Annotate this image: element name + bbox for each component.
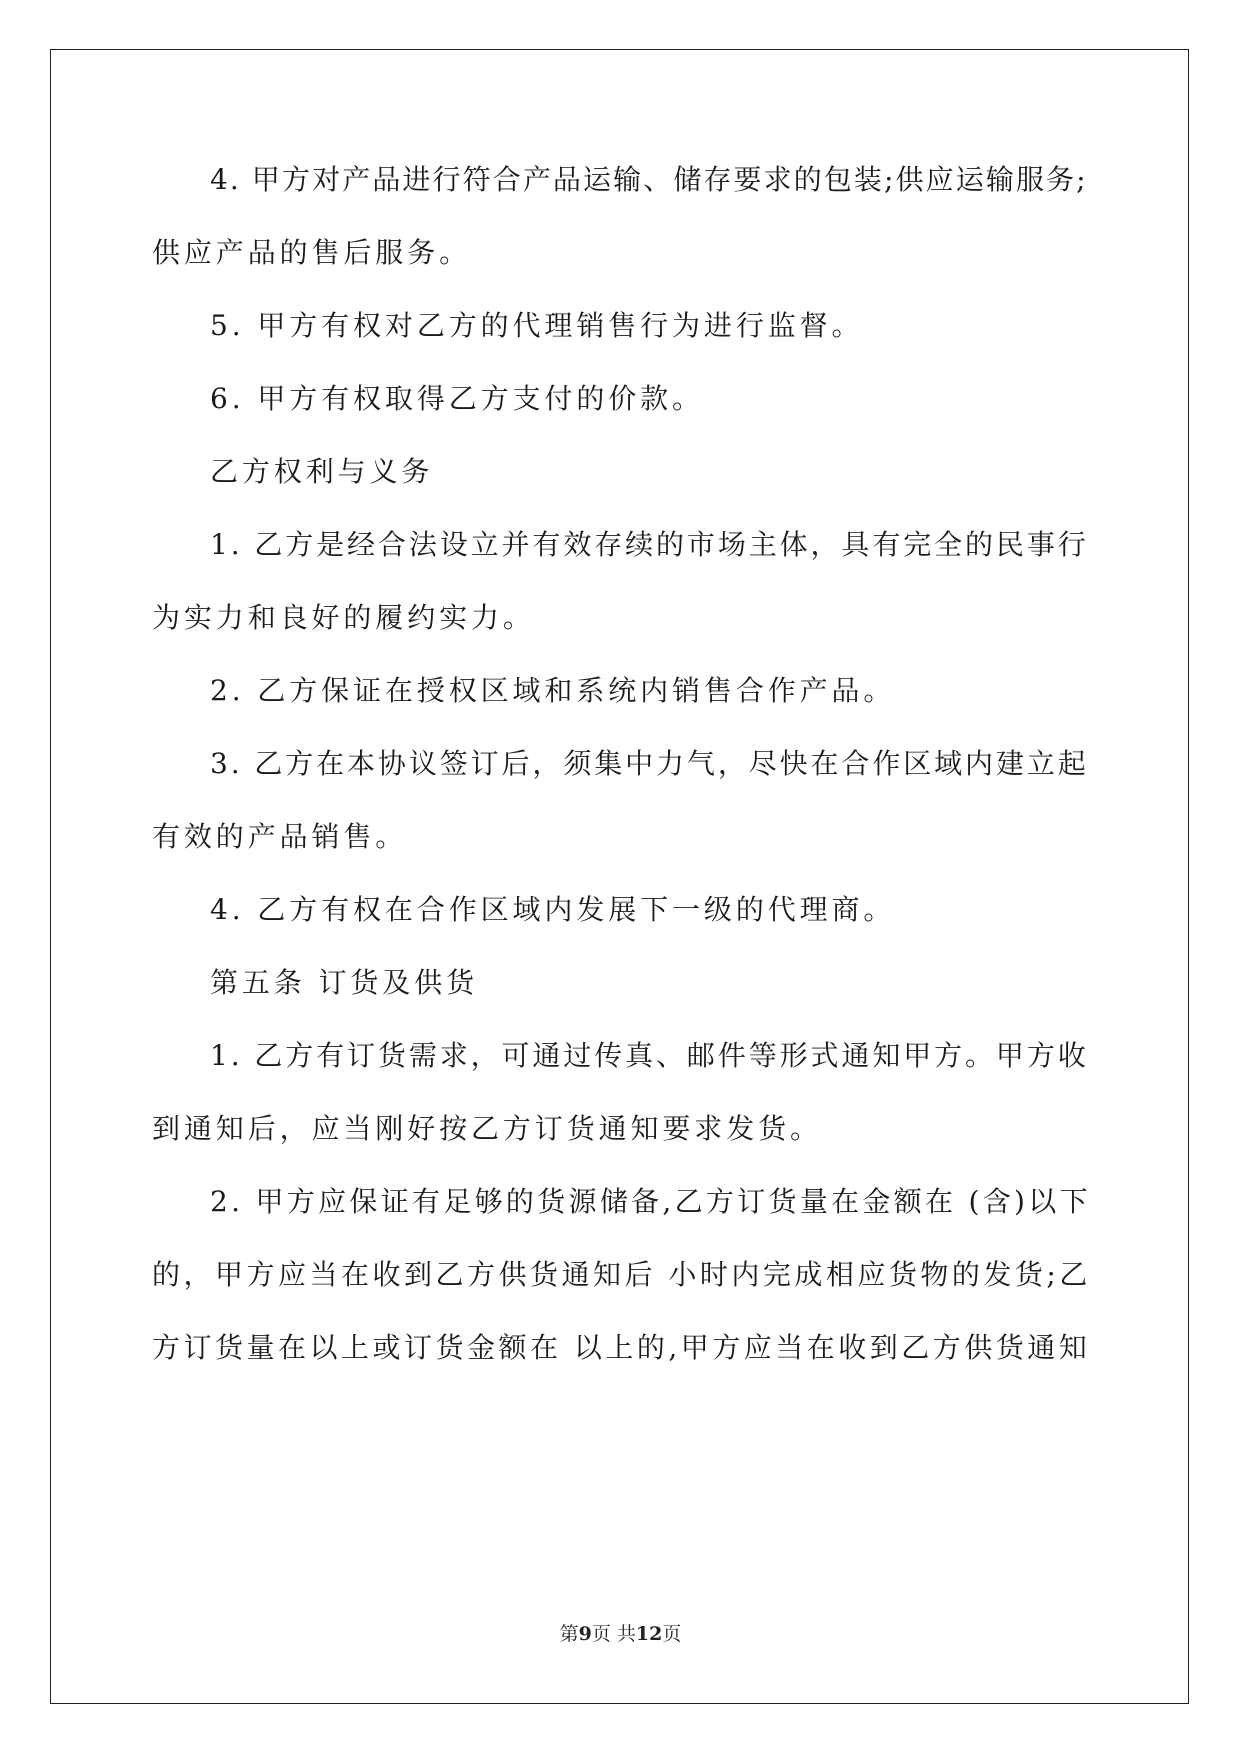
page-footer [0, 1622, 1241, 1646]
paragraph-line: 6. 甲方有权取得乙方支付的价款。 [210, 382, 704, 415]
section-heading: 第五条 订货及供货 [210, 966, 479, 999]
paragraph-line: 为实力和良好的履约实力。 [152, 601, 535, 634]
paragraph-line: 2. 乙方保证在授权区域和系统内销售合作产品。 [210, 674, 896, 707]
paragraph-line: 的，甲方应当在收到乙方供货通知后 小时内完成相应货物的发货;乙 [152, 1258, 1091, 1291]
total-page-number: 12 [635, 1623, 663, 1645]
footer-mid: 页 共 [591, 1623, 636, 1645]
section-heading: 乙方权利与义务 [210, 455, 434, 488]
current-page-number: 9 [578, 1623, 592, 1645]
paragraph-line: 到通知后，应当刚好按乙方订货通知要求发货。 [152, 1112, 822, 1145]
footer-prefix: 第 [559, 1623, 579, 1645]
footer-suffix: 页 [662, 1623, 682, 1645]
paragraph-line: 2. 甲方应保证有足够的货源储备,乙方订货量在金额在 (含)以下 [210, 1185, 1091, 1218]
paragraph-line: 1. 乙方有订货需求，可通过传真、邮件等形式通知甲方。甲方收 [210, 1039, 1089, 1072]
paragraph-line: 1. 乙方是经合法设立并有效存续的市场主体，具有完全的民事行 [210, 528, 1089, 561]
paragraph-line: 3. 乙方在本协议签订后，须集中力气，尽快在合作区域内建立起 [210, 747, 1089, 780]
paragraph-line: 4. 甲方对产品进行符合产品运输、储存要求的包装;供应运输服务; [210, 163, 1088, 196]
paragraph-line: 方订货量在以上或订货金额在 以上的,甲方应当在收到乙方供货通知 [152, 1331, 1091, 1364]
paragraph-line: 有效的产品销售。 [152, 820, 408, 853]
paragraph-line: 4. 乙方有权在合作区域内发展下一级的代理商。 [210, 893, 896, 926]
paragraph-line: 供应产品的售后服务。 [152, 236, 472, 269]
page-border [50, 49, 1189, 1704]
paragraph-line: 5. 甲方有权对乙方的代理销售行为进行监督。 [210, 309, 864, 342]
